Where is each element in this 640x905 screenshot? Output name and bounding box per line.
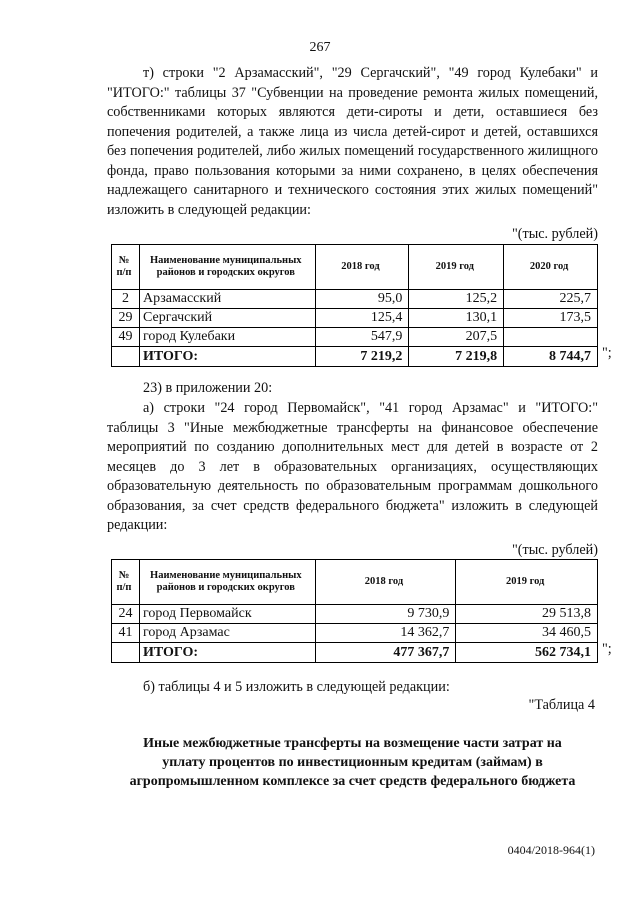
row-2018: 125,4 (315, 309, 409, 328)
item-b: б) таблицы 4 и 5 изложить в следующей редакции: (143, 679, 450, 695)
row-2020: 173,5 (504, 309, 598, 328)
title-line: уплату процентов по инвестиционным кредитам (займам) в (162, 755, 543, 770)
table-row (112, 328, 598, 347)
header-name: Наименование муниципальных районов и городских округов (139, 245, 315, 290)
total-num-empty (112, 347, 140, 367)
table-header-row (112, 245, 598, 290)
table2-closing-quote: "; (602, 641, 612, 657)
row-2018: 9 730,9 (315, 605, 456, 624)
row-2019: 125,2 (409, 290, 504, 309)
item-23: 23) в приложении 20: (143, 380, 273, 396)
row-num: 49 (112, 328, 140, 347)
total-label: ИТОГО: (139, 347, 315, 367)
row-2019: 207,5 (409, 328, 504, 347)
header-2018: 2018 год (315, 560, 456, 605)
row-name: город Первомайск (139, 605, 315, 624)
row-num: 24 (112, 605, 140, 624)
row-name: город Арзамас (139, 624, 315, 643)
header-num: № п/п (112, 560, 140, 605)
row-num: 41 (112, 624, 140, 643)
table-total-row (112, 347, 598, 367)
total-2018: 477 367,7 (315, 643, 456, 663)
row-2019: 29 513,8 (456, 605, 598, 624)
row-name: город Кулебаки (139, 328, 315, 347)
title-line: агропромышленном комплексе за счет средств федерального бюджета (129, 774, 576, 789)
row-num: 2 (112, 290, 140, 309)
table1-unit: "(тыс. рублей) (511, 226, 598, 242)
table-row (112, 290, 598, 309)
table-row (112, 624, 598, 643)
row-2018: 14 362,7 (315, 624, 456, 643)
total-2018: 7 219,2 (315, 347, 409, 367)
table-3-excerpt (111, 559, 598, 663)
row-2019: 34 460,5 (456, 624, 598, 643)
page-number: 267 (309, 40, 331, 55)
table-4-title (107, 734, 598, 791)
total-num-empty (112, 643, 140, 663)
header-2020: 2020 год (504, 245, 598, 290)
row-2018: 547,9 (315, 328, 409, 347)
header-2018: 2018 год (315, 245, 409, 290)
table-row (112, 309, 598, 328)
paragraph-a-text: а) строки "24 город Первомайск", "41 город Арзамас" и "ИТОГО:" таблицы 3 "Иные межбюджетные трансферты на финансовое обеспечение мероприятий по созданию дополнительных мест для детей в возрасте от 2 месяцев до 3 лет в образовательных организациях, осуществляющих образовательную деятельность по образовательным программам дошкольного образования, за счет средств федерального бюджета" изложить в следующей редакции: (107, 400, 598, 533)
paragraph-t (107, 64, 598, 220)
table1-closing-quote: "; (602, 345, 612, 361)
header-2019: 2019 год (409, 245, 504, 290)
table-row (112, 605, 598, 624)
row-2019: 130,1 (409, 309, 504, 328)
total-2019: 7 219,8 (409, 347, 504, 367)
total-2020: 8 744,7 (504, 347, 598, 367)
table-header-row (112, 560, 598, 605)
table2-unit: "(тыс. рублей) (511, 542, 598, 558)
header-name: Наименование муниципальных районов и городских округов (139, 560, 315, 605)
total-2019: 562 734,1 (456, 643, 598, 663)
table-4-label: "Таблица 4 (528, 697, 595, 713)
document-code: 0404/2018-964(1) (507, 843, 595, 857)
total-label: ИТОГО: (139, 643, 315, 663)
row-2020 (504, 328, 598, 347)
table-total-row (112, 643, 598, 663)
row-2020: 225,7 (504, 290, 598, 309)
row-num: 29 (112, 309, 140, 328)
row-name: Арзамасский (139, 290, 315, 309)
title-line: Иные межбюджетные трансферты на возмещение части затрат на (143, 736, 562, 751)
paragraph-t-text: т) строки "2 Арзамасский", "29 Сергачский", "49 город Кулебаки" и "ИТОГО:" таблицы 37 "Субвенции на проведение ремонта жилых помещений, собственниками которых являются дети-сироты и дети, оставшиеся без попечения родителей, а также лица из числа детей-сирот и детей, оставшихся без попечения родителей, либо жилых помещений государственного жилищного фонда, право пользования которыми за ними сохранено, в целях обеспечения надлежащего санитарного и технического состояния этих жилых помещений" изложить в следующей редакции: (107, 65, 598, 218)
row-2018: 95,0 (315, 290, 409, 309)
header-num: № п/п (112, 245, 140, 290)
table-37-excerpt (111, 244, 598, 367)
paragraph-a (107, 399, 598, 536)
header-2019: 2019 год (456, 560, 598, 605)
row-name: Сергачский (139, 309, 315, 328)
